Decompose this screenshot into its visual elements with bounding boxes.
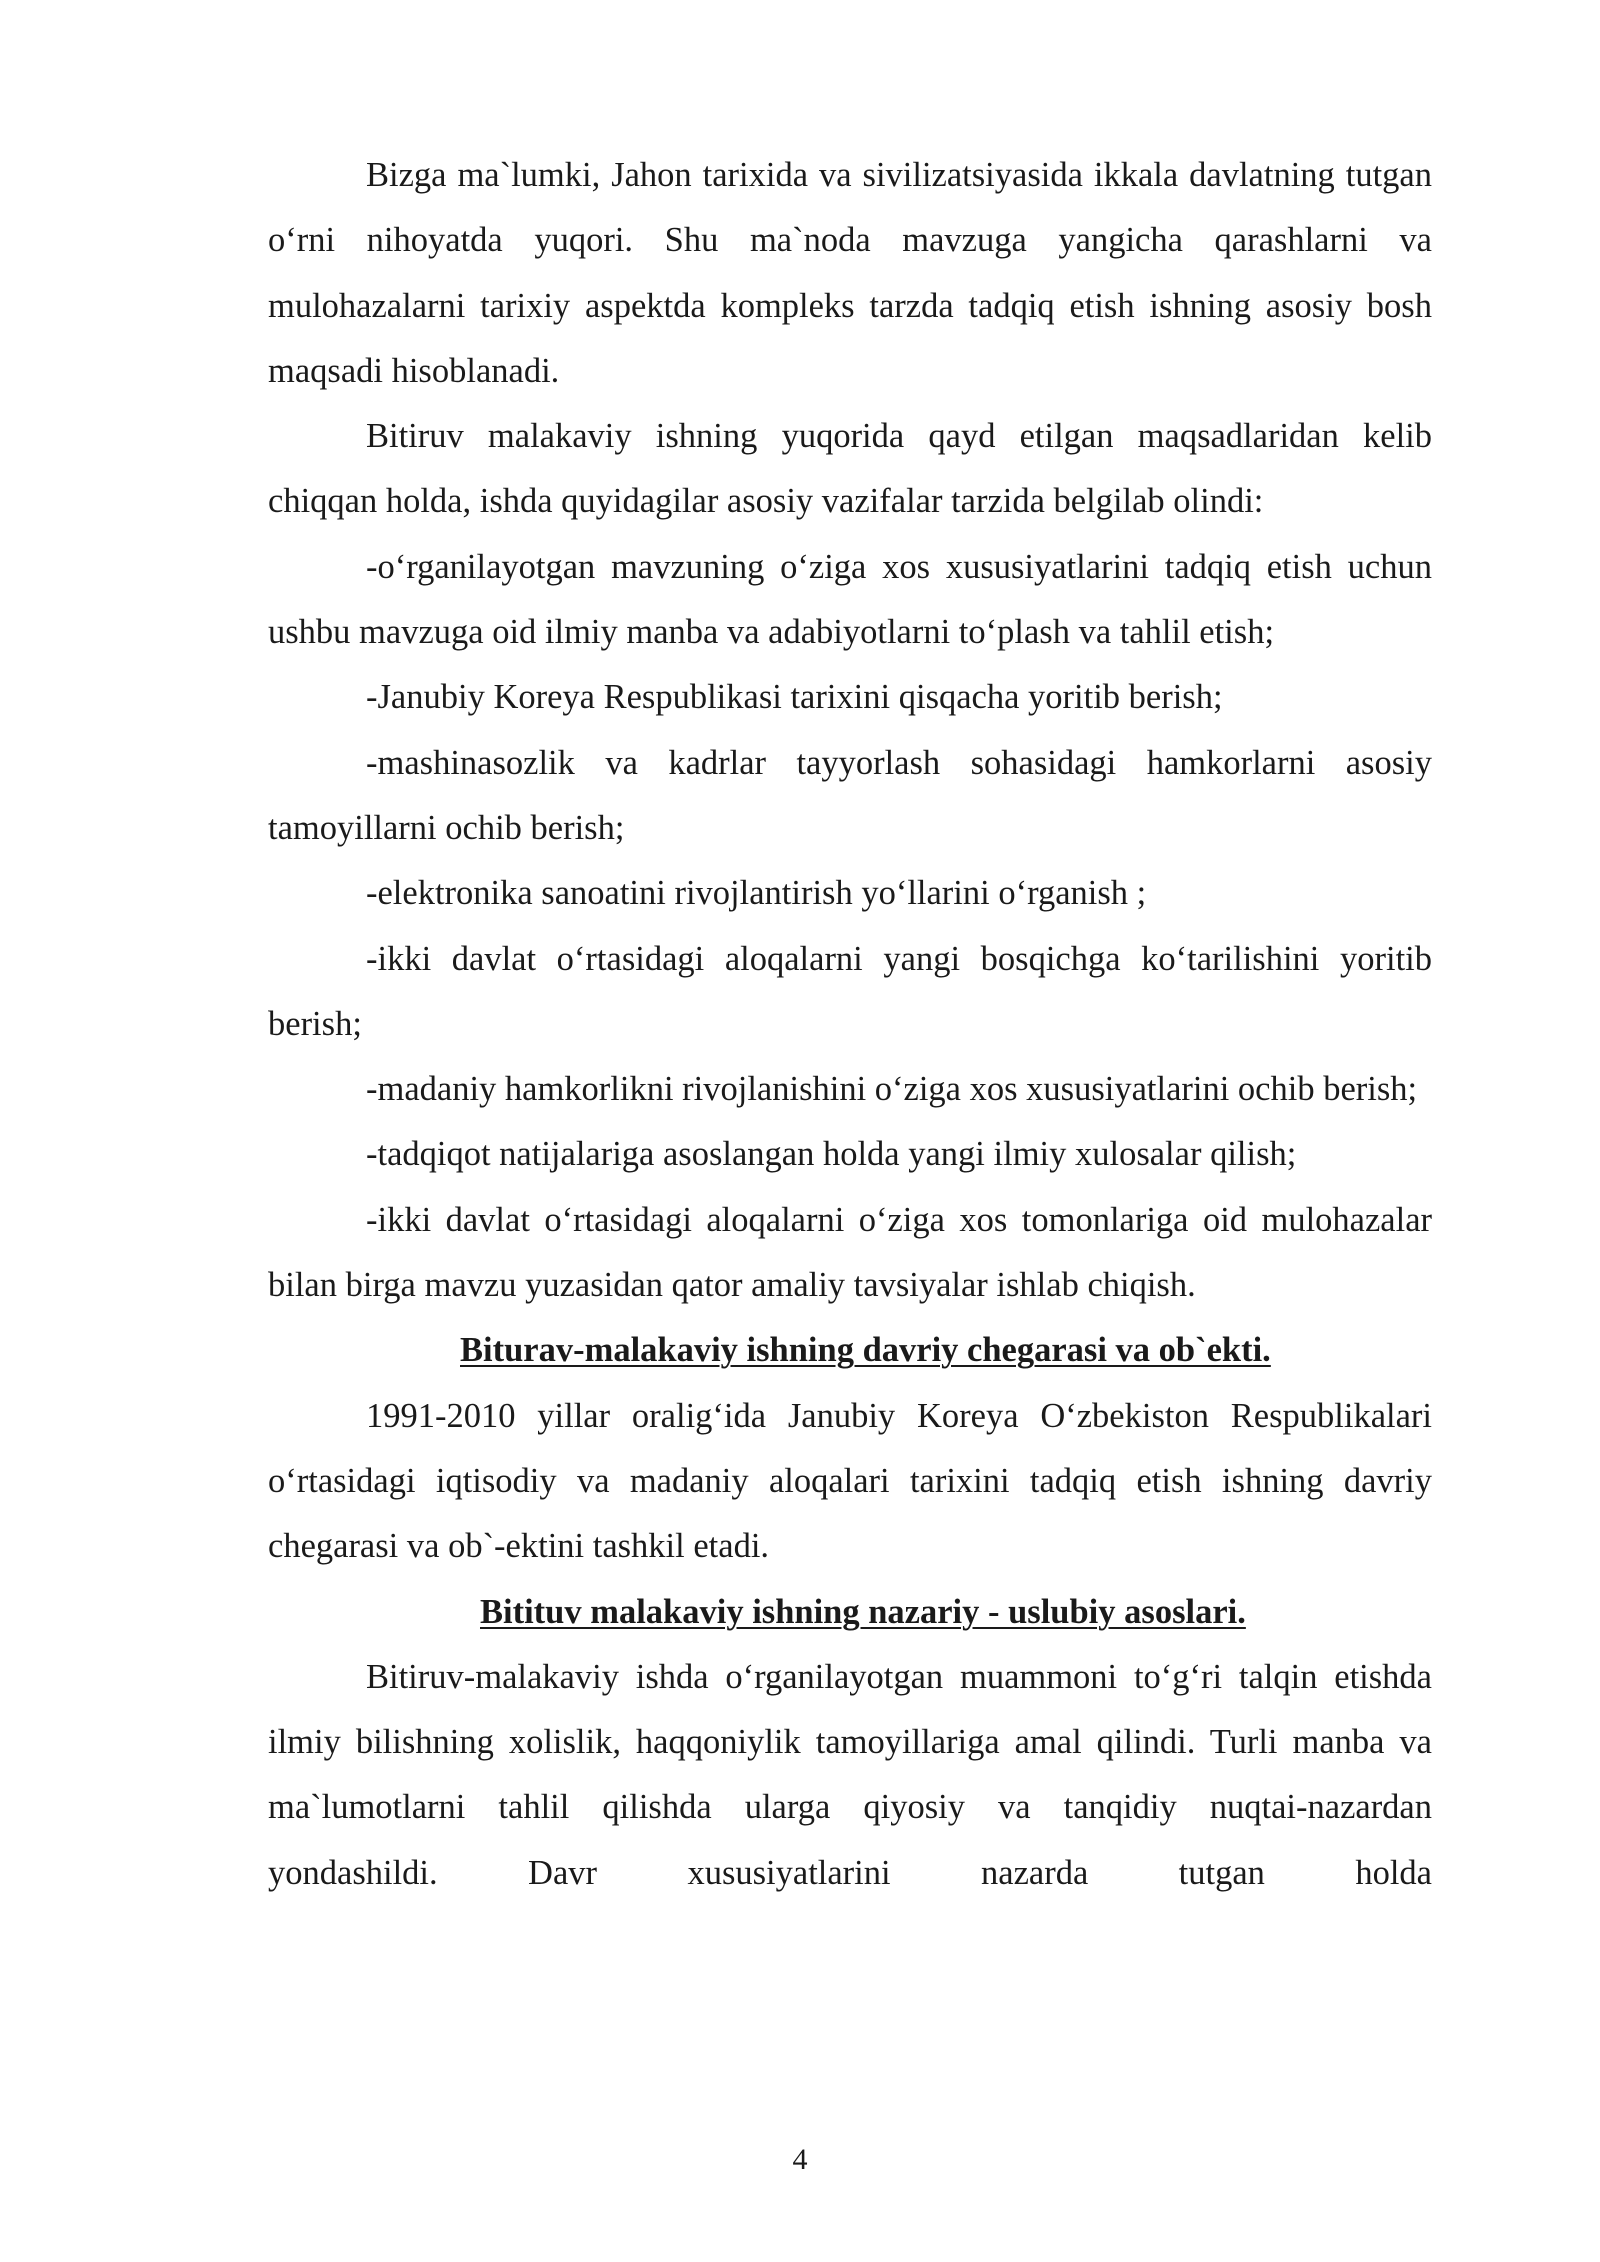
paragraph-intro: Bizga ma`lumki, Jahon tarixida va sivilizatsiyasida ikkala davlatning tutgan o‘rni nihoyatda yuqori. Shu ma`noda mavzuga yangicha qarashlarni va mulohazalarni tarixiy aspektda kompleks tarzda tadqiq etish ishning asosiy bosh maqsadi hisoblanadi. xyxy=(268,156,1432,390)
paragraph-tasks-intro: Bitiruv malakaviy ishning yuqorida qayd etilgan maqsadlaridan kelib chiqqan holda, ishda quyidagilar asosiy vazifalar tarzida belgilab olindi: xyxy=(268,417,1432,521)
page-number: 4 xyxy=(792,2143,808,2176)
list-item: -Janubiy Koreya Respublikasi tarixini qisqacha yoritib berish; xyxy=(366,678,1223,717)
list-item: -mashinasozlik va kadrlar tayyorlash sohasidagi hamkorlarni asosiy tamoyillarni ochib berish; xyxy=(268,743,1432,847)
list-item: -madaniy hamkorlikni rivojlanishini o‘ziga xos xususiyatlarini ochib berish; xyxy=(366,1070,1418,1109)
list-item: -ikki davlat o‘rtasidagi aloqalarni yangi bosqichga ko‘tarilishini yoritib berish; xyxy=(268,939,1432,1043)
list-item: -tadqiqot natijalariga asoslangan holda yangi ilmiy xulosalar qilish; xyxy=(366,1135,1297,1174)
list-item: -elektronika sanoatini rivojlantirish yo‘llarini o‘rganish ; xyxy=(366,874,1147,913)
paragraph-period: 1991-2010 yillar oralig‘ida Janubiy Koreya O‘zbekiston Respublikalari o‘rtasidagi iqtisodiy va madaniy aloqalari tarixini tadqiq etish ishning davriy chegarasi va ob`-ektini tashkil etadi. xyxy=(268,1396,1432,1566)
section-heading-period: Biturav-malakaviy ishning davriy chegarasi va ob`ekti. xyxy=(460,1331,1271,1370)
list-item: -o‘rganilayotgan mavzuning o‘ziga xos xususiyatlarini tadqiq etish uchun ushbu mavzuga oid ilmiy manba va adabiyotlarni to‘plash va tahlil etish; xyxy=(268,547,1432,652)
paragraph-methodology: Bitiruv-malakaviy ishda o‘rganilayotgan muammoni to‘g‘ri talqin etishda ilmiy bilishning xolislik, haqqoniylik tamoyillariga amal qilindi. Turli manba va ma`lumotlarni tahlil qilishda ularga qiyosiy va tanqidiy nuqtai-nazardan yondashildi. Davr xususiyatlarini nazarda tutgan holda xyxy=(268,1657,1432,1892)
list-item: -ikki davlat o‘rtasidagi aloqalarni o‘ziga xos tomonlariga oid mulohazalar bilan birga mavzu yuzasidan qator amaliy tavsiyalar ishlab chiqish. xyxy=(268,1200,1432,1305)
document-page xyxy=(268,143,1432,1906)
section-heading-methodology: Bitituv malakaviy ishning nazariy - uslubiy asoslari. xyxy=(480,1592,1246,1631)
